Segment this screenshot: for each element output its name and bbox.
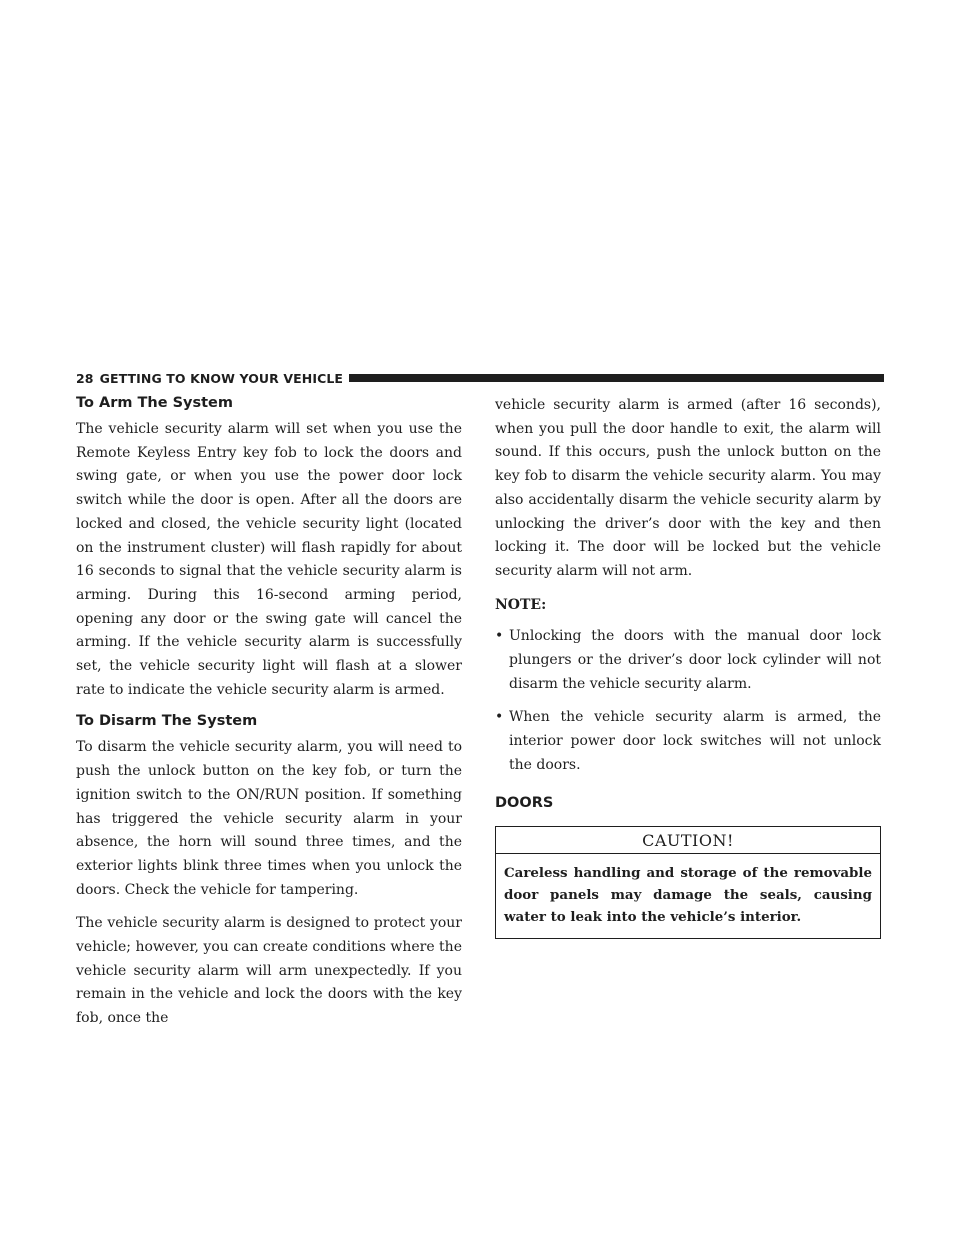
right-column <box>495 394 881 939</box>
arm-heading: To Arm The System <box>76 395 234 411</box>
caution-title: CAUTION! <box>496 827 880 854</box>
note-item <box>495 706 881 777</box>
arm-paragraph: The vehicle security alarm will set when you use the Remote Keyless Entry key fob to lock the doors and swing gate, or when you use the power door lock switch while the door is open. After all the doors are locked and closed, the vehicle security light (located on the instrument cluster) will flash rapidly for about 16 seconds to signal that the vehicle security alarm is arming. During this 16-second arming period, opening any door or the swing gate will cancel the arming. If the vehicle security alarm is successfully set, the vehicle security light will flash at a slower rate to indicate the vehicle security alarm is armed. <box>76 421 462 698</box>
disarm-heading: To Disarm The System <box>76 713 258 730</box>
bullet-icon: • <box>495 628 504 645</box>
section-title: GETTING TO KNOW YOUR VEHICLE <box>99 370 344 386</box>
caution-box <box>495 826 881 939</box>
note-list <box>495 625 881 777</box>
header-rule <box>349 374 884 382</box>
design-paragraph: The vehicle security alarm is designed to protect your vehicle; however, you can create conditions where the vehicle security alarm will arm unexpectedly. If you remain in the vehicle and lock the doors with the key fob, once the <box>76 915 462 1027</box>
note-item-text: When the vehicle security alarm is armed, the interior power door lock switches will not unlock the doors. <box>509 709 881 773</box>
page-number: 28 <box>76 370 94 386</box>
doors-heading: DOORS <box>495 794 554 811</box>
page-header <box>76 368 884 388</box>
note-item <box>495 625 881 696</box>
disarm-paragraph: To disarm the vehicle security alarm, you will need to push the unlock button on the key fob, or turn the ignition switch to the ON/RUN position. If something has triggered the vehicle security alarm in your absence, the horn will sound three times, and the exterior lights blink three times when you unlock the doors. Check the vehicle for tampering. <box>76 739 462 898</box>
left-column <box>76 394 462 1041</box>
note-item-text: Unlocking the doors with the manual door lock plungers or the driver’s door lock cylinder will not disarm the vehicle security alarm. <box>509 628 881 692</box>
bullet-icon: • <box>495 709 504 726</box>
note-label: NOTE: <box>495 596 547 613</box>
continued-paragraph: vehicle security alarm is armed (after 16 seconds), when you pull the door handle to exit, the alarm will sound. If this occurs, push the unlock button on the key fob to disarm the vehicle security alarm. You may also accidentally disarm the vehicle security alarm by unlocking the driver’s door with the key and then locking it. The door will be locked but the vehicle security alarm will not arm. <box>495 397 881 579</box>
caution-text: Careless handling and storage of the removable door panels may damage the seals, causing water to leak into the vehicle’s interior. <box>504 864 872 925</box>
